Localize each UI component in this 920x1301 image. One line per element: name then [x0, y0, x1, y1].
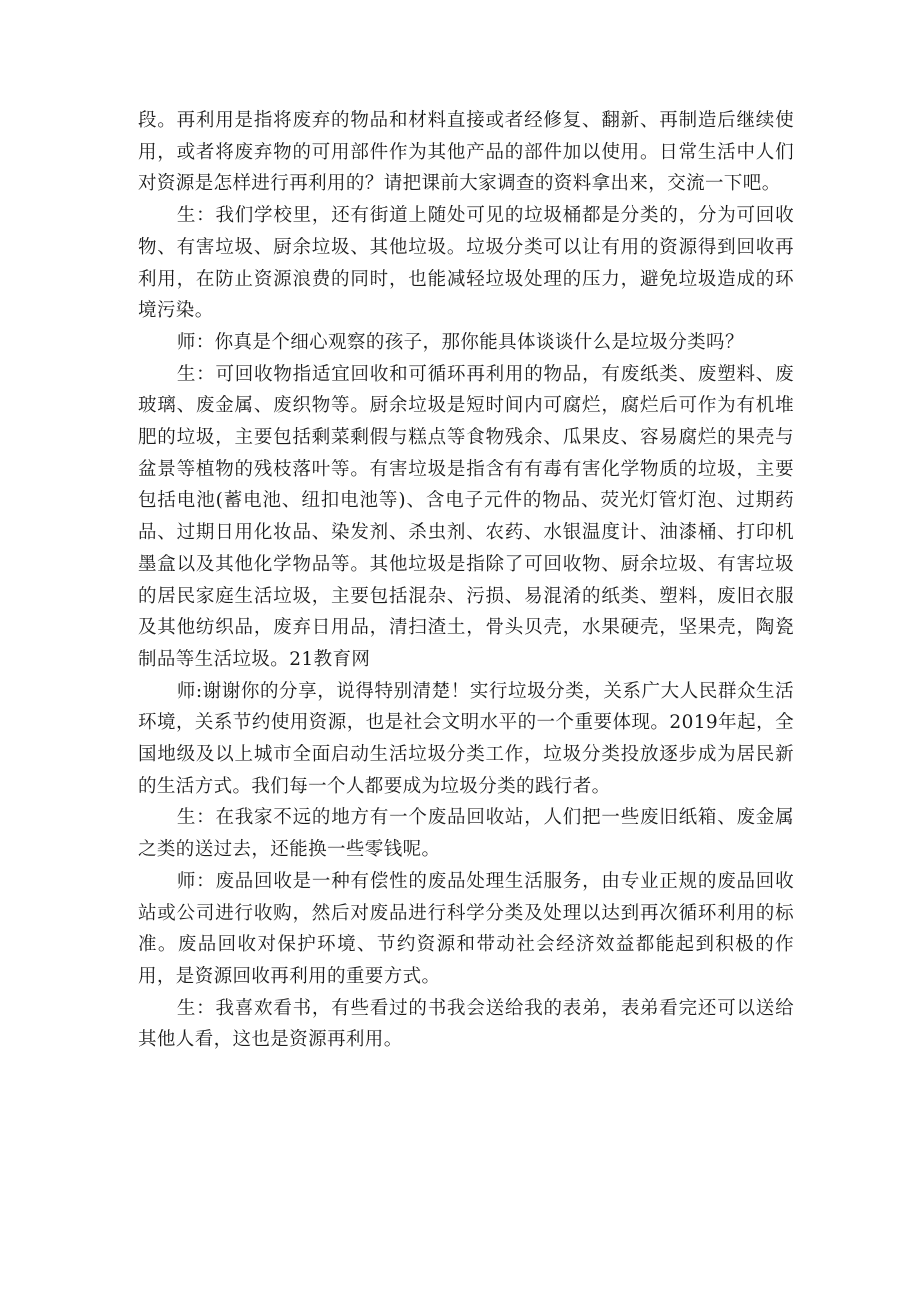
paragraph-5: 师:谢谢你的分享，说得特别清楚！实行垃圾分类，关系广大人民群众生活环境，关系节约使用资源，也是社会文明水平的一个重要体现。2019年起，全国地级及以上城市全面启动生活垃圾分类工作，垃圾分类投放逐步成为居民新的生活方式。我们每一个人都要成为垃圾分类的践行者。: [138, 680, 794, 797]
paragraph-8: 生：我喜欢看书，有些看过的书我会送给我的表弟，表弟看完还可以送给其他人看，这也是资源再利用。: [138, 997, 794, 1051]
paragraph-4: 生：可回收物指适宜回收和可循环再利用的物品，有废纸类、废塑料、废玻璃、废金属、废织物等。厨余垃圾是短时间内可腐烂，腐烂后可作为有机堆肥的垃圾，主要包括剩菜剩假与糕点等食物残余、瓜果皮、容易腐烂的果壳与盆景等植物的残枝落叶等。有害垃圾是指含有有毒有害化学物质的垃圾，主要包括电池(蓄电池、纽扣电池等)、含电子元件的物品、荧光灯管灯泡、过期药品、过期日用化妆品、染发剂、杀虫剂、农药、水银温度计、油漆桶、打印机墨盒以及其他化学物品等。其他垃圾是指除了可回收物、厨余垃圾、有害垃圾的居民家庭生活垃圾，主要包括混杂、污损、易混淆的纸类、塑料，废旧衣服及其他纺织品，废弃日用品，清扫渣土，骨头贝壳，水果硬壳，坚果壳，陶瓷制品等生活垃圾。21教育网: [138, 363, 794, 670]
paragraph-1: 段。再利用是指将废弃的物品和材料直接或者经修复、翻新、再制造后继续使用，或者将废弃物的可用部件作为其他产品的部件加以使用。日常生活中人们对资源是怎样进行再利用的？请把课前大家调查的资料拿出来，交流一下吧。: [138, 110, 794, 195]
document-body: [138, 105, 794, 1056]
paragraph-7: 师：废品回收是一种有偿性的废品处理生活服务，由专业正规的废品回收站或公司进行收购，然后对废品进行科学分类及处理以达到再次循环利用的标准。废品回收对保护环境、节约资源和带动社会经济效益都能起到积极的作用，是资源回收再利用的重要方式。: [138, 870, 794, 987]
paragraph-6: 生：在我家不远的地方有一个废品回收站，人们把一些废旧纸箱、废金属之类的送过去，还能换一些零钱呢。: [138, 807, 794, 861]
paragraph-3: 师：你真是个细心观察的孩子，那你能具体谈谈什么是垃圾分类吗？: [176, 331, 744, 353]
paragraph-2: 生：我们学校里，还有街道上随处可见的垃圾桶都是分类的，分为可回收物、有害垃圾、厨余垃圾、其他垃圾。垃圾分类可以让有用的资源得到回收再利用，在防止资源浪费的同时，也能减轻垃圾处理的压力，避免垃圾造成的环境污染。: [138, 205, 794, 322]
